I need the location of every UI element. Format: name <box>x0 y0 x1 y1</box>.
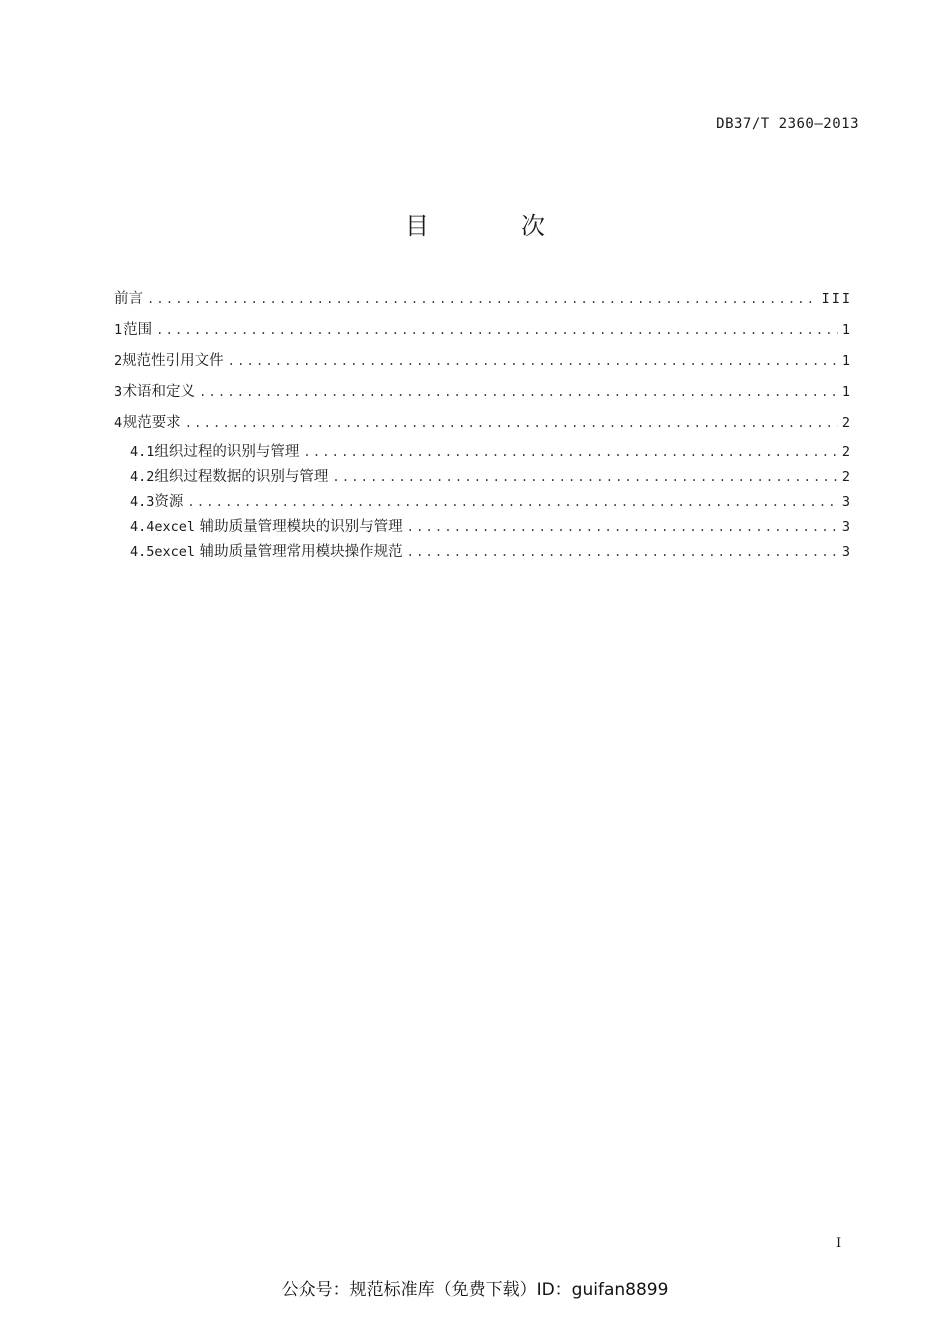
toc-title <box>0 206 950 241</box>
toc-entry-number: 3 <box>114 384 123 400</box>
toc-entry-text <box>154 516 402 538</box>
toc-entry-foreword[interactable] <box>114 286 850 317</box>
toc-leader-dots <box>407 516 838 538</box>
document-code: DB37/T 2360—2013 <box>716 116 859 132</box>
toc-entry-number: 1 <box>114 322 123 338</box>
toc-entry-page: 3 <box>841 494 852 510</box>
toc-entry-text-main: 辅助质量管理常用模块操作规范 <box>199 544 403 560</box>
toc-entry-number: 4.3 <box>130 494 155 510</box>
toc-entry-page: 3 <box>841 519 852 535</box>
toc-entry-page: 1 <box>841 322 852 338</box>
toc-entry-text-main: 辅助质量管理模块的识别与管理 <box>199 519 403 535</box>
toc-entry-text: 范围 <box>123 322 153 338</box>
page-number: I <box>836 1236 842 1251</box>
toc-leader-dots <box>332 466 837 488</box>
toc-entry-page: 2 <box>841 469 852 485</box>
toc-title-char-2: 次 <box>521 212 545 240</box>
toc-entry-text: 规范性引用文件 <box>122 353 224 369</box>
toc-entry-4-1[interactable] <box>114 441 850 466</box>
toc-leader-dots <box>199 379 838 405</box>
toc-entry-4-3[interactable] <box>114 491 850 516</box>
toc-entry-number: 4.1 <box>130 444 155 460</box>
toc-entry-text: 前言 <box>114 291 143 307</box>
toc-entry-4-4[interactable] <box>114 516 850 541</box>
toc-title-char-1: 目 <box>405 212 429 240</box>
toc-entry-text-prefix: excel <box>154 519 196 535</box>
toc-entry-number: 4.2 <box>130 469 155 485</box>
toc-entry-page: 1 <box>841 384 852 400</box>
toc-leader-dots <box>187 491 837 513</box>
toc-entry-page: 1 <box>841 353 852 369</box>
toc-entry-text: 组织过程的识别与管理 <box>154 444 300 460</box>
toc-leader-dots <box>147 286 818 312</box>
toc-entry-page: III <box>821 291 852 307</box>
toc-leader-dots <box>156 317 838 343</box>
toc-entry-page: 3 <box>841 544 852 560</box>
toc-entry-number: 4 <box>114 415 123 431</box>
toc-entry-text: 规范要求 <box>122 415 181 431</box>
toc-entry-number: 2 <box>114 353 123 369</box>
toc-entry-1[interactable] <box>114 317 850 348</box>
toc-leader-dots <box>228 348 838 374</box>
toc-entry-4-2[interactable] <box>114 466 850 491</box>
toc-leader-dots <box>185 410 838 436</box>
toc-entry-number: 4.4 <box>130 519 155 535</box>
footer-watermark-text: 公众号：规范标准库（免费下载）ID：guifan8899 <box>281 1280 669 1300</box>
toc-entry-page: 2 <box>841 444 852 460</box>
toc-entry-page: 2 <box>841 415 852 431</box>
toc-leader-dots <box>303 441 837 463</box>
toc-entry-4-5[interactable] <box>114 541 850 566</box>
toc-entry-number: 4.5 <box>130 544 155 560</box>
toc-entry-text: 资源 <box>154 494 184 510</box>
toc-entry-2[interactable] <box>114 348 850 379</box>
toc-entry-4[interactable] <box>114 410 850 441</box>
toc-entry-text: 术语和定义 <box>122 384 196 400</box>
toc-entry-text <box>154 541 402 563</box>
toc-entry-3[interactable] <box>114 379 850 410</box>
toc-leader-dots <box>407 541 838 563</box>
table-of-contents <box>114 286 850 566</box>
toc-entry-text-prefix: excel <box>154 544 196 560</box>
toc-entry-text: 组织过程数据的识别与管理 <box>154 469 329 485</box>
